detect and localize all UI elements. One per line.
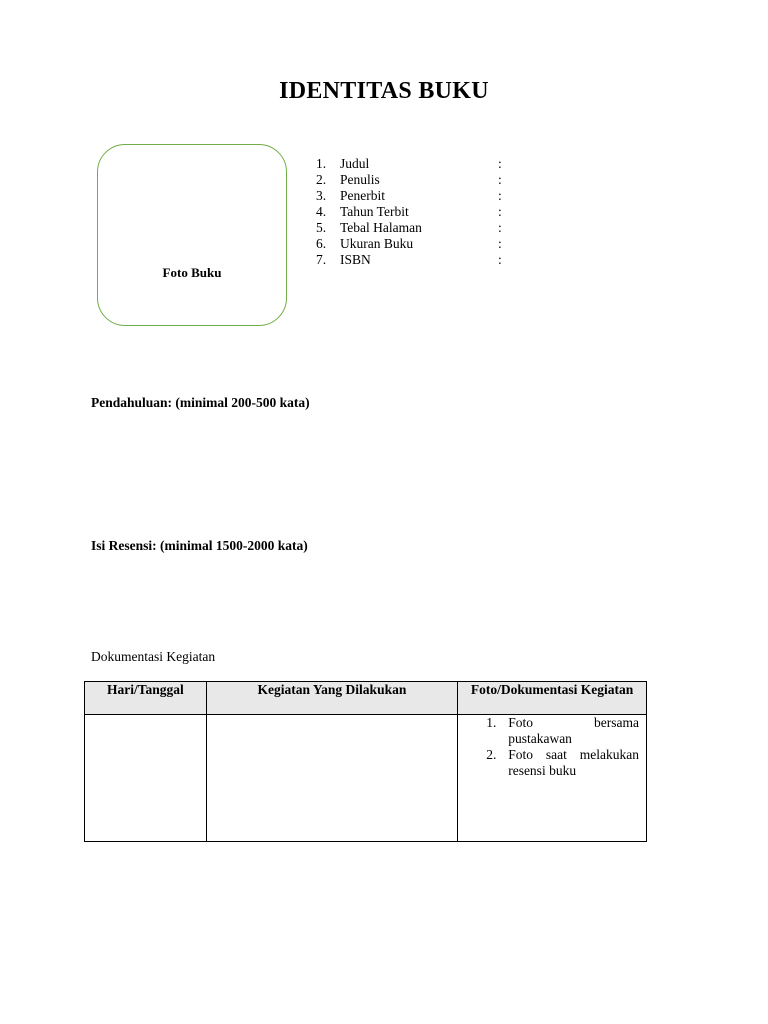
list-item-colon: : [498,172,502,187]
list-item-number: 3. [316,188,327,203]
list-item-colon: : [498,156,502,171]
list-item [316,172,516,188]
list-item-number: 1. [316,156,327,171]
list-item-colon: : [498,252,502,267]
list-item [316,220,516,236]
list-item-word: melakukan [579,747,639,762]
list-item [316,236,516,252]
list-item-number: 2. [486,747,497,762]
documentation-list [458,715,646,779]
list-item-number: 5. [316,220,327,235]
documentation-cell[interactable] [458,715,647,842]
list-item-label: ISBN [340,252,371,267]
activity-documentation-table [84,681,647,842]
list-item-colon: : [498,188,502,203]
list-item-colon: : [498,204,502,219]
column-header-documentation: Foto/Dokumentasi Kegiatan [458,682,647,715]
list-item-word: Foto [508,747,533,762]
table-row [85,715,647,842]
list-item-word: Foto [508,715,533,730]
list-item-number: 7. [316,252,327,267]
activity-cell[interactable] [206,715,458,842]
page-title: IDENTITAS BUKU [279,78,489,104]
list-item-number: 6. [316,236,327,251]
list-item [458,715,639,747]
column-header-activity: Kegiatan Yang Dilakukan [206,682,458,715]
list-item-label: Judul [340,156,370,171]
list-item-line: pustakawan [508,731,572,746]
list-item-label: Penulis [340,172,380,187]
list-item [316,156,516,172]
list-item-line [508,715,639,731]
list-item-number: 1. [486,715,497,730]
book-photo-label: Foto Buku [162,265,222,280]
list-item [316,188,516,204]
list-item-label: Tebal Halaman [340,220,422,235]
list-item-number: 2. [316,172,327,187]
list-item-number: 4. [316,204,327,219]
section-heading-pendahuluan: Pendahuluan: (minimal 200-500 kata) [91,395,310,410]
date-cell[interactable] [85,715,207,842]
list-item-label: Ukuran Buku [340,236,414,251]
column-header-date: Hari/Tanggal [85,682,207,715]
list-item-label: Penerbit [340,188,385,203]
list-item-colon: : [498,220,502,235]
book-identity-list [316,156,516,268]
table-header-row [85,682,647,715]
section-heading-isi-resensi: Isi Resensi: (minimal 1500-2000 kata) [91,538,308,553]
book-photo-placeholder [97,144,287,326]
list-item-line: resensi buku [508,763,577,778]
section-heading-dokumentasi: Dokumentasi Kegiatan [91,649,216,664]
list-item [316,204,516,220]
list-item-line [508,747,639,763]
list-item [316,252,516,268]
list-item [458,747,639,779]
list-item-word: bersama [594,715,639,730]
list-item-label: Tahun Terbit [340,204,409,219]
list-item-colon: : [498,236,502,251]
list-item-word: saat [545,747,567,762]
